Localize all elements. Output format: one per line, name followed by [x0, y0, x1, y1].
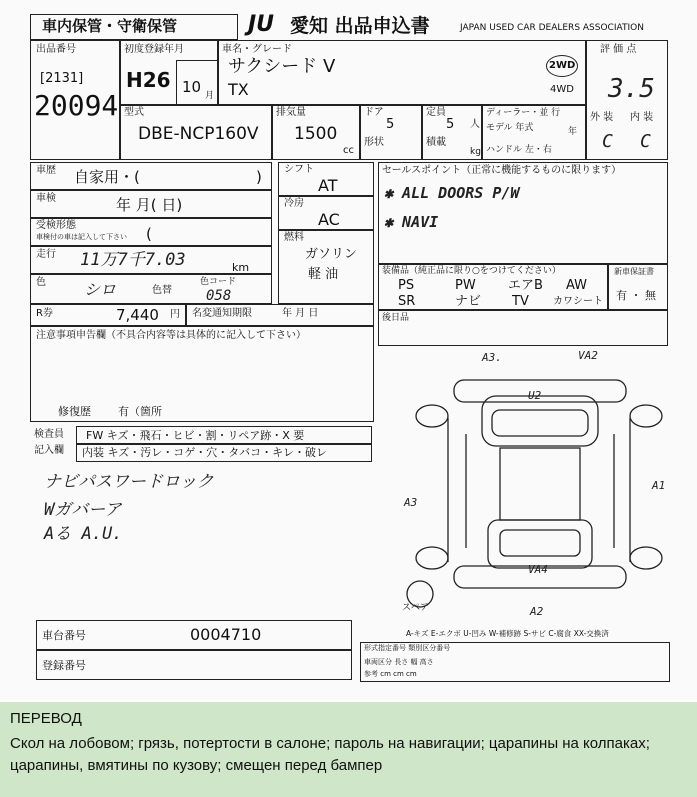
- r-ticket-unit: 円: [170, 309, 180, 320]
- mark-va2: VA2: [578, 349, 598, 362]
- equip-leather: カワシート: [553, 296, 603, 307]
- inspector-note-3: Aる A.U.: [44, 524, 123, 544]
- fuel-label: 燃料: [284, 232, 304, 243]
- history-close: ): [256, 168, 262, 186]
- r-ticket-box: [30, 304, 186, 326]
- inspector-outer: FW キズ・飛石・ヒビ・割・リペア跡・X 要: [86, 429, 305, 442]
- history-box: [30, 162, 272, 190]
- chassis-label: 車台番号: [42, 629, 86, 642]
- disp-label: 排気量: [276, 107, 306, 118]
- type-label: 型式: [124, 107, 144, 118]
- dealer-year-unit: 年: [568, 127, 578, 137]
- equip-tv: TV: [512, 294, 529, 309]
- aircon-label: 冷房: [284, 198, 304, 209]
- mark-va4: VA4: [528, 563, 548, 576]
- capacity-weight: 積載: [426, 137, 446, 148]
- score-ext: C: [602, 131, 613, 152]
- caution-repair: 修復歴: [58, 405, 91, 418]
- caution-label: 注意事項申告欄（不具合内容等は具体的に記入して下さい）: [36, 330, 306, 341]
- equip-ps: PS: [398, 278, 415, 293]
- equip-aw: AW: [566, 278, 588, 293]
- color-code-label: 色コード: [200, 277, 237, 287]
- diagram-legend: A-キズ E-エクボ U-凹み W-補修跡 S-サビ C-腐食 XX-交換済: [406, 629, 609, 638]
- drive-4wd: 4WD: [550, 84, 574, 95]
- mileage-label: 走行: [36, 249, 56, 260]
- lot-sub: [2131]: [40, 71, 84, 86]
- inspector-inner: 内装 キズ・汚レ・コゲ・穴・タバコ・キレ・破レ: [82, 446, 328, 459]
- score-label: 評 価 点: [600, 44, 637, 55]
- acceptance-note: 車検付の車は記入して下さい: [36, 233, 127, 241]
- score-ext-label: 外 装: [590, 112, 614, 123]
- bottom-line-3: 参考 cm cm cm: [364, 670, 417, 678]
- reg-no-label: 登録番号: [42, 659, 86, 672]
- mark-a3-front: A3.: [482, 351, 502, 364]
- mark-a2: A2: [530, 605, 544, 618]
- mileage-unit: km: [232, 261, 250, 274]
- color-change: 色替: [152, 285, 172, 296]
- new-warranty-value: 有 ・ 無: [616, 289, 656, 302]
- later-box: [378, 310, 668, 346]
- lot-number: 20094: [34, 89, 119, 122]
- score-int-label: 内 装: [630, 112, 654, 123]
- bottom-line-2: 車両区分 長さ 幅 高さ: [364, 658, 434, 666]
- reg-month: 10: [182, 78, 202, 96]
- doors-label: ドア: [364, 107, 384, 118]
- history-label: 車歴: [36, 165, 56, 176]
- doors-value: 5: [386, 117, 395, 132]
- equip-sr: SR: [398, 294, 416, 309]
- capacity-label: 定員: [426, 107, 446, 118]
- sales-point-2: ✱ NAVI: [384, 213, 439, 231]
- acceptance-label: 受検形態: [36, 220, 76, 231]
- translation-title: ПЕРЕВОД: [10, 710, 82, 727]
- new-warranty-label: 新車保証書: [614, 267, 654, 276]
- spare-label: スペア: [402, 603, 430, 613]
- color-code: 058: [206, 288, 232, 304]
- reg-year: H26: [126, 68, 171, 92]
- equip-navi: ナビ: [455, 294, 482, 309]
- disp-unit: cc: [343, 145, 354, 156]
- reg-month-unit: 月: [205, 91, 215, 101]
- equip-pw: PW: [455, 278, 476, 293]
- equip-label: 装備品（純正品に限り○をつけてください）: [382, 266, 561, 276]
- drive-2wd: 2WD: [546, 55, 578, 77]
- capacity-unit: 人: [470, 119, 480, 130]
- dealer-l2: モデル 年式: [486, 123, 534, 133]
- capacity-kg: kg: [470, 147, 481, 157]
- disp-value: 1500: [294, 124, 338, 144]
- inspection-label: 車検: [36, 193, 56, 204]
- inspector-label-1: 検査員: [34, 429, 64, 440]
- caution-repair-value: 有（箇所: [118, 405, 162, 418]
- type-value: DBE-NCP160V: [138, 124, 259, 144]
- reg-label: 初度登録年月: [124, 44, 184, 55]
- shift-value: AT: [318, 176, 338, 195]
- r-ticket-value: 7,440: [116, 306, 159, 324]
- chassis-value: 0004710: [190, 625, 262, 644]
- history-value: 自家用・(: [74, 168, 140, 186]
- mileage-value: 11万7千7.03: [80, 250, 186, 270]
- storage-label: 車内保管・守衛保管: [42, 17, 178, 35]
- score-int: C: [640, 131, 651, 152]
- fuel-alt: 軽 油: [308, 267, 339, 282]
- translation-text: Скол на лобовом; грязь, потертости в салоне; пароль на навигации; царапины на колпаках; царапины, вмятины по кузову; смещен перед бампер: [10, 735, 650, 774]
- doors-shape: 形状: [364, 137, 384, 148]
- inspection-value: 年 月( 日): [116, 196, 183, 214]
- bottom-line-1: 形式指定番号 類別区分番号: [364, 644, 451, 652]
- notice-value: 年 月 日: [282, 308, 319, 319]
- later-label: 後日品: [382, 313, 410, 323]
- inspector-note-1: ナビパスワードロック: [44, 472, 214, 492]
- fuel-value: ガソリン: [305, 247, 358, 262]
- sales-point-1: ✱ ALL DOORS P/W: [384, 184, 520, 202]
- r-ticket-label: R券: [36, 308, 53, 319]
- score-value: 3.5: [608, 74, 655, 104]
- ju-logo: JU: [248, 12, 275, 37]
- equip-airbag: エアB: [508, 278, 543, 293]
- color-label: 色: [36, 277, 46, 288]
- model-grade: TX: [228, 80, 249, 99]
- inspector-note-2: Wガバーア: [44, 500, 122, 520]
- dealer-l1: ディーラー・並 行: [486, 108, 561, 118]
- acceptance-value: (: [146, 225, 152, 243]
- notice-label: 名変通知期限: [192, 308, 252, 319]
- dealer-l3: ハンドル 左・右: [486, 145, 552, 155]
- color-value: シロ: [84, 280, 117, 299]
- capacity-value: 5: [446, 117, 455, 132]
- sales-label: セールスポイント（正常に機能するものに限ります）: [382, 165, 622, 176]
- mark-u2: U2: [528, 389, 542, 402]
- shift-label: シフト: [284, 164, 314, 175]
- translation-panel: [0, 702, 697, 797]
- org-title: 愛知 出品申込書: [290, 15, 430, 37]
- lot-label: 出品番号: [36, 44, 76, 55]
- model-name: サクシード V: [228, 56, 336, 77]
- org-english: JAPAN USED CAR DEALERS ASSOCIATION: [460, 23, 644, 33]
- mark-a3-side: A3: [404, 496, 418, 509]
- inspector-label-2: 記入欄: [34, 445, 64, 456]
- mark-a1: A1: [652, 479, 666, 492]
- aircon-value: AC: [318, 210, 340, 229]
- model-label: 車名・グレード: [222, 44, 292, 55]
